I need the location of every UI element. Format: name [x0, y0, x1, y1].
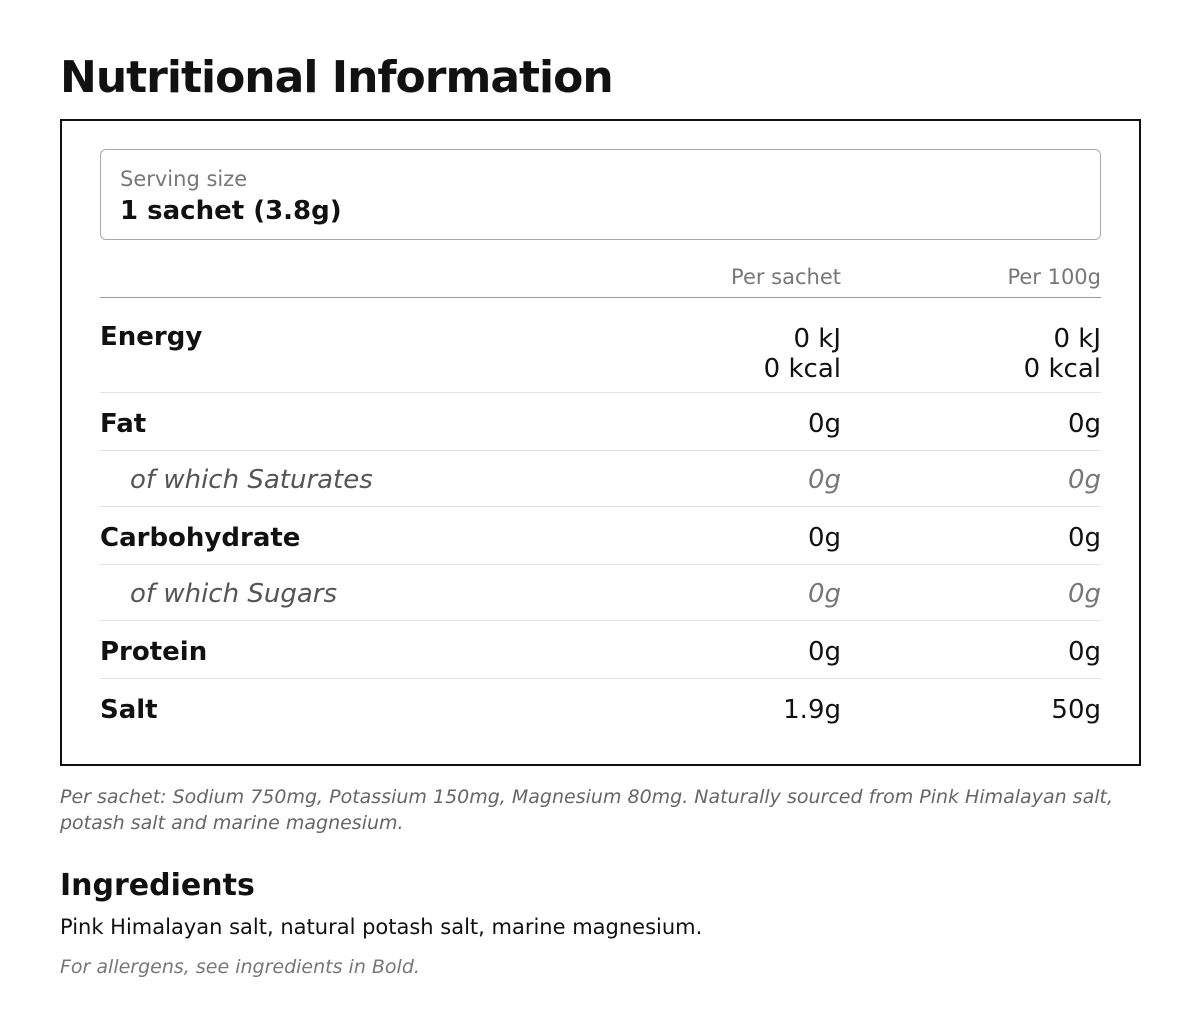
ingredients-text: Pink Himalayan salt, natural potash salt, marine magnesium.	[60, 915, 703, 939]
row-label: Salt	[100, 695, 158, 725]
protein-per-sachet: 0g	[807, 637, 841, 667]
row-protein	[100, 621, 1101, 679]
energy-per-100g-kcal: 0 kcal	[1023, 354, 1101, 384]
energy-per-100g	[1024, 324, 1101, 384]
row-sugars	[100, 565, 1101, 621]
carbohydrate-per-100g: 0g	[1067, 523, 1101, 553]
energy-per-sachet	[764, 324, 841, 384]
fat-per-sachet: 0g	[807, 409, 841, 439]
row-energy	[100, 298, 1101, 393]
column-header-per-sachet: Per sachet	[731, 265, 841, 289]
row-label: Carbohydrate	[100, 523, 301, 553]
column-header-per-100g: Per 100g	[1007, 265, 1101, 289]
row-fat	[100, 393, 1101, 451]
row-label: Fat	[100, 409, 147, 439]
serving-size-box	[100, 149, 1101, 240]
mineral-footnote: Per sachet: Sodium 750mg, Potassium 150mg, Magnesium 80mg. Naturally sourced from Pink Himalayan salt, potash salt and marine magnesium.	[60, 786, 1113, 834]
page-title: Nutritional Information	[60, 52, 613, 103]
salt-per-100g: 50g	[1051, 695, 1101, 725]
carbohydrate-per-sachet: 0g	[807, 523, 841, 553]
nutrition-table	[60, 119, 1141, 766]
saturates-per-100g: 0g	[1067, 465, 1101, 495]
row-carbohydrate	[100, 507, 1101, 565]
saturates-per-sachet: 0g	[807, 465, 841, 495]
row-label: of which Saturates	[130, 465, 373, 495]
serving-size-label: Serving size	[120, 167, 248, 191]
energy-per-sachet-kj: 0 kJ	[793, 324, 841, 354]
serving-size-value: 1 sachet (3.8g)	[120, 196, 342, 226]
row-salt	[100, 679, 1101, 739]
ingredients-title: Ingredients	[60, 868, 255, 903]
energy-per-sachet-kcal: 0 kcal	[763, 354, 841, 384]
energy-per-100g-kj: 0 kJ	[1053, 324, 1101, 354]
protein-per-100g: 0g	[1067, 637, 1101, 667]
row-label: of which Sugars	[130, 579, 337, 609]
fat-per-100g: 0g	[1067, 409, 1101, 439]
row-label: Protein	[100, 637, 208, 667]
salt-per-sachet: 1.9g	[783, 695, 841, 725]
row-label: Energy	[100, 322, 203, 352]
sugars-per-100g: 0g	[1067, 579, 1101, 609]
sugars-per-sachet: 0g	[807, 579, 841, 609]
row-saturates	[100, 451, 1101, 507]
allergen-note: For allergens, see ingredients in Bold.	[60, 956, 420, 978]
